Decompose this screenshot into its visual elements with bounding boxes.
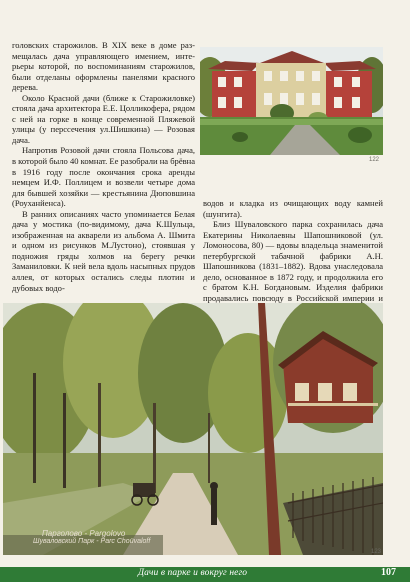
section-title: Дачи в парке и вокруг него [138, 568, 248, 578]
paragraph: водов и кладка из очищающих воду камней (шунгита). [203, 198, 383, 219]
paragraph: Около Красной дачи (ближе к Старожиловке) стояла дача архитектора Е.Е. Цолликофера, рядом с ней на горке в конце современной Пляжевой улицы (у перссечения ул.Шишкина) — Розовая дача. [12, 92, 195, 145]
paragraph: Напротив Розовой дачи стояла Польсова дача, в которой было 40 комнат. Ее разобрали на брёвна в 1916 году после окончания срока аренды немцем И.Ф. Поллицем и возвели четыре дома для бывшей хозяйки — крестьянина Дюповшина (Роуханйенса). [12, 145, 196, 209]
figure-number: 123 [371, 549, 382, 555]
paragraph: В ранних описаниях часто упоминается Белая дача у мостика (по-видимому, дача К.Шульца, изображенная на акварели из альбома А. Шмита и одном из рисунков М.Лустоно), стоявшая у подножия гряды холмов на берегу речки Заманиловки. К ней вела вдоль насыпных прудов аллея, от которых остались следы плотин и дубовых водо- [12, 208, 195, 293]
text-column-left [12, 40, 195, 293]
paragraph: головских старожилов. В XIX веке в доме размещалась дача управляющего имением, интерьеры которой, по воспоминаниям старожилов, были отделаны оформлены панелями красного дерева. [12, 40, 195, 93]
house-illustration [200, 47, 383, 155]
postcard-caption: Парголово - Pargolovo [42, 529, 126, 538]
park-postcard [3, 303, 383, 555]
figure-number: 122 [369, 157, 380, 163]
park-illustration [3, 303, 383, 555]
postcard-caption-sub: Шуваловский Парк - Parc Choüvaloff [33, 538, 151, 545]
house-photo [200, 47, 383, 155]
page-number: 107 [381, 567, 396, 578]
paragraph: Близ Шуваловского парка сохранилась дача Екатерины Николаевны Шапошниковой (ул. Ломоносова, 80) — вдовы владельца знаменитой петербургской табачной фабрики А.Н. Шапошникова (1831–1882). Вдова унаследовала дело, основанное в 1872 году, и продолжила его с братом К.Н. Богдановым. Изделия фабрики продавались повсюду в Российской империи и [203, 219, 383, 303]
